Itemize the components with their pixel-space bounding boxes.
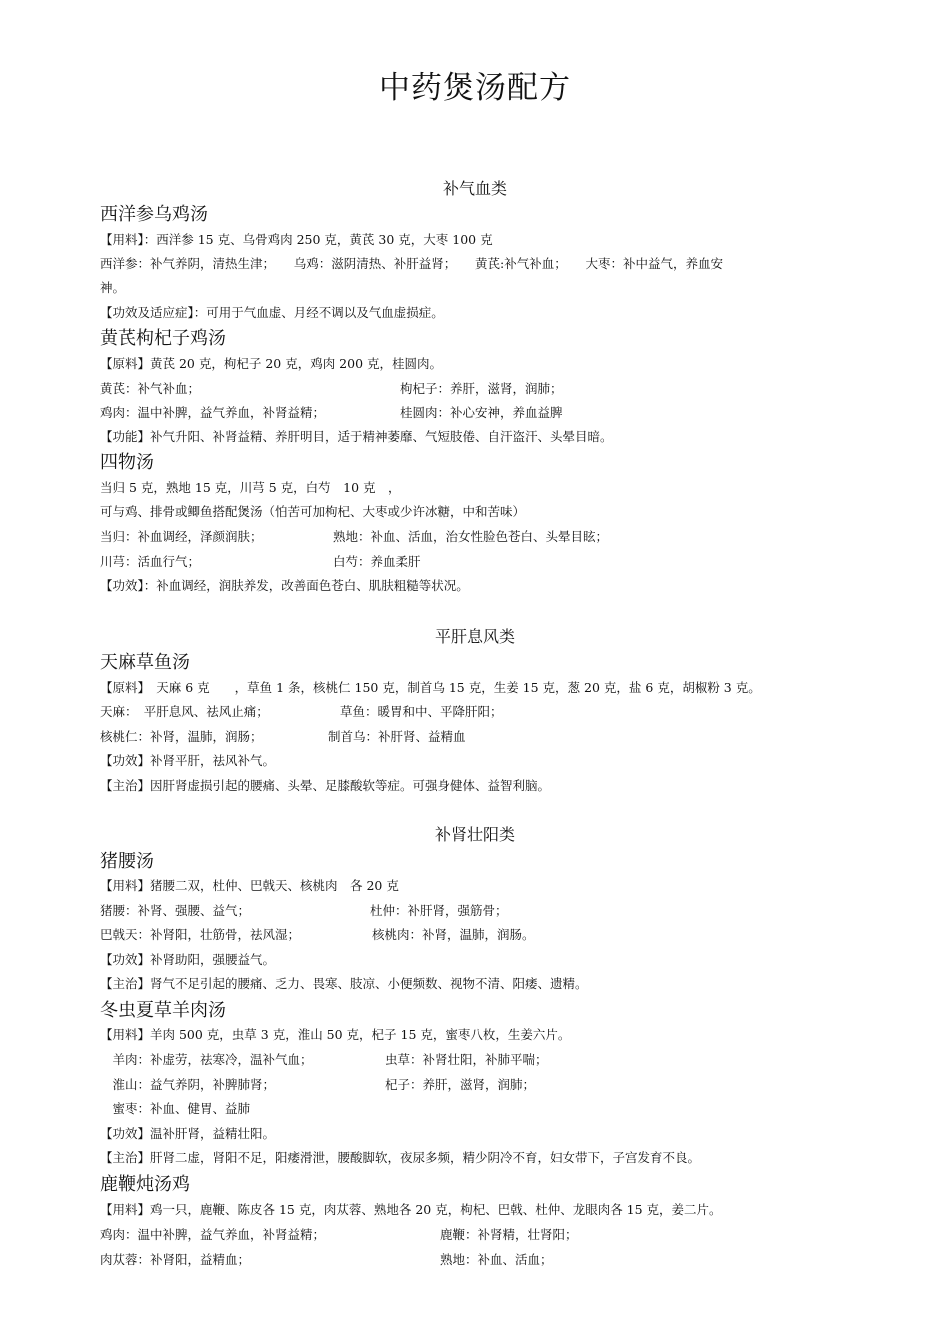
recipe-line: 【用料】：西洋参 15 克、乌骨鸡肉 250 克，黄芪 30 克，大枣 100 克: [100, 232, 493, 247]
ingredient-note: 淮山：益气养阴，补脾肺肾；: [100, 1077, 276, 1092]
recipe-line-pair: [100, 377, 870, 401]
recipe-line: 可与鸡、排骨或鲫鱼搭配煲汤（怕苦可加枸杞、大枣或少许冰糖，中和苦味）: [100, 504, 526, 519]
recipe-line: 【功效及适应症】：可用于气血虚、月经不调以及气血虚损症。: [100, 305, 444, 320]
recipe-line-pair: [100, 1073, 870, 1097]
recipe-line: 【原料】黄芪 20 克，枸杞子 20 克，鸡肉 200 克，桂圆肉。: [100, 356, 443, 371]
recipe-line: 【用料】羊肉 500 克，虫草 3 克，淮山 50 克，杞子 15 克，蜜枣八枚，生姜六片。: [100, 1027, 571, 1042]
ingredient-note: 虫草：补肾壮阳，补肺平喘；: [385, 1052, 548, 1067]
recipe-line: 【原料】 天麻 6 克 ，草鱼 1 条，核桃仁 150 克，制首乌 15 克，生姜 15 克，葱 20 克，盐 6 克，胡椒粉 3 克。: [100, 680, 761, 695]
ingredient-note: 天麻： 平肝息风、祛风止痛；: [100, 704, 269, 719]
ingredient-note: 制首乌：补肝肾、益精血: [328, 729, 466, 744]
ingredient-note: 熟地：补血、活血；: [440, 1252, 553, 1267]
ingredient-note: 鹿鞭：补肾精，壮肾阳；: [440, 1227, 578, 1242]
recipe-line: 【功效】补肾助阳，强腰益气。: [100, 952, 276, 967]
ingredient-note: 鸡肉：温中补脾，益气养血，补肾益精；: [100, 405, 326, 420]
recipe-line-pair: [100, 899, 870, 923]
recipe-title: 鹿鞭炖汤鸡: [100, 1174, 190, 1195]
document-title: 中药煲汤配方: [379, 70, 571, 106]
ingredient-note: 杜仲：补肝肾，强筋骨；: [370, 903, 508, 918]
ingredient-note: 黄芪：补气补血；: [100, 381, 201, 396]
ingredient-note: 川芎：活血行气；: [100, 554, 201, 569]
ingredient-note: 巴戟天：补肾阳，壮筋骨，祛风湿；: [100, 927, 301, 942]
recipe-line: 【主治】因肝肾虚损引起的腰痛、头晕、足膝酸软等症。可强身健体、益智利脑。: [100, 778, 551, 793]
ingredient-note: 核桃仁：补肾，温肺，润肠；: [100, 729, 263, 744]
ingredient-note: 桂圆肉：补心安神，养血益脾: [400, 405, 563, 420]
recipe-line: 神。: [100, 280, 126, 295]
ingredient-note: 草鱼：暖胃和中、平降肝阳；: [340, 704, 503, 719]
recipe-line-pair: [100, 1223, 870, 1247]
recipe-title: 天麻草鱼汤: [100, 652, 190, 673]
recipe-line-pair: [100, 923, 870, 947]
recipe-line: 【功能】补气升阳、补肾益精、养肝明目，适于精神萎靡、气短肢倦、自汗盗汗、头晕目暗。: [100, 429, 613, 444]
recipe-line: 【用料】猪腰二双，杜仲、巴戟天、核桃肉 各 20 克: [100, 878, 399, 893]
ingredient-note: 核桃肉：补肾，温肺，润肠。: [372, 927, 535, 942]
recipe-line-pair: [100, 1048, 870, 1072]
ingredient-note: 杞子：养肝，滋肾，润肺；: [385, 1077, 536, 1092]
ingredient-note: 猪腰：补肾、强腰、益气；: [100, 903, 251, 918]
recipe-title: 冬虫夏草羊肉汤: [100, 1000, 226, 1021]
ingredient-note: 白芍：养血柔肝: [333, 554, 421, 569]
recipe-line: 当归 5 克，熟地 15 克，川芎 5 克，白芍 10 克 ，: [100, 480, 401, 495]
recipe-line-pair: [100, 401, 870, 425]
ingredient-note: 肉苁蓉：补肾阳，益精血；: [100, 1252, 251, 1267]
recipe-line: 【功效】：补血调经，润肤养发，改善面色苍白、肌肤粗糙等状况。: [100, 578, 469, 593]
recipe-line: 【功效】温补肝肾，益精壮阳。: [100, 1126, 276, 1141]
section-heading: 平肝息风类: [434, 627, 515, 646]
recipe-line-pair: [100, 725, 870, 749]
recipe-line: 【用料】鸡一只，鹿鞭、陈皮各 15 克，肉苁蓉、熟地各 20 克，枸杞、巴戟、杜仲、龙眼肉各 15 克，姜二片。: [100, 1202, 722, 1217]
recipe-line-pair: [100, 525, 870, 549]
recipe-line: 蜜枣：补血、健胃、益肺: [100, 1101, 251, 1116]
ingredient-note: 当归：补血调经，泽颜润肤；: [100, 529, 263, 544]
ingredient-note: 熟地：补血、活血，治女性脸色苍白、头晕目眩；: [333, 529, 609, 544]
recipe-line: 西洋参：补气养阴，清热生津； 乌鸡：滋阴清热、补肝益肾； 黄芪:补气补血； 大枣：补中益气，养血安: [100, 256, 723, 271]
recipe-title: 黄芪枸杞子鸡汤: [100, 328, 226, 349]
recipe-line-pair: [100, 1248, 870, 1272]
recipe-line-pair: [100, 700, 870, 724]
recipe-line: 【主治】肾气不足引起的腰痛、乏力、畏寒、肢凉、小便频数、视物不清、阳痿、遗精。: [100, 976, 588, 991]
recipe-title: 四物汤: [100, 452, 154, 473]
recipe-line: 【主治】肝肾二虚，肾阳不足，阳痿滑泄，腰酸脚软，夜尿多频，精少阴冷不育，妇女带下，子宫发育不良。: [100, 1150, 701, 1165]
recipe-line: 【功效】补肾平肝，祛风补气。: [100, 753, 276, 768]
section-heading: 补气血类: [442, 179, 507, 198]
recipe-title: 猪腰汤: [100, 851, 154, 872]
ingredient-note: 鸡肉：温中补脾，益气养血，补肾益精；: [100, 1227, 326, 1242]
section-heading: 补肾壮阳类: [434, 825, 515, 844]
recipe-line-pair: [100, 550, 870, 574]
ingredient-note: 羊肉：补虚劳，祛寒冷，温补气血；: [100, 1052, 313, 1067]
recipe-title: 西洋参乌鸡汤: [100, 204, 208, 225]
ingredient-note: 枸杞子：养肝，滋肾，润肺；: [400, 381, 563, 396]
